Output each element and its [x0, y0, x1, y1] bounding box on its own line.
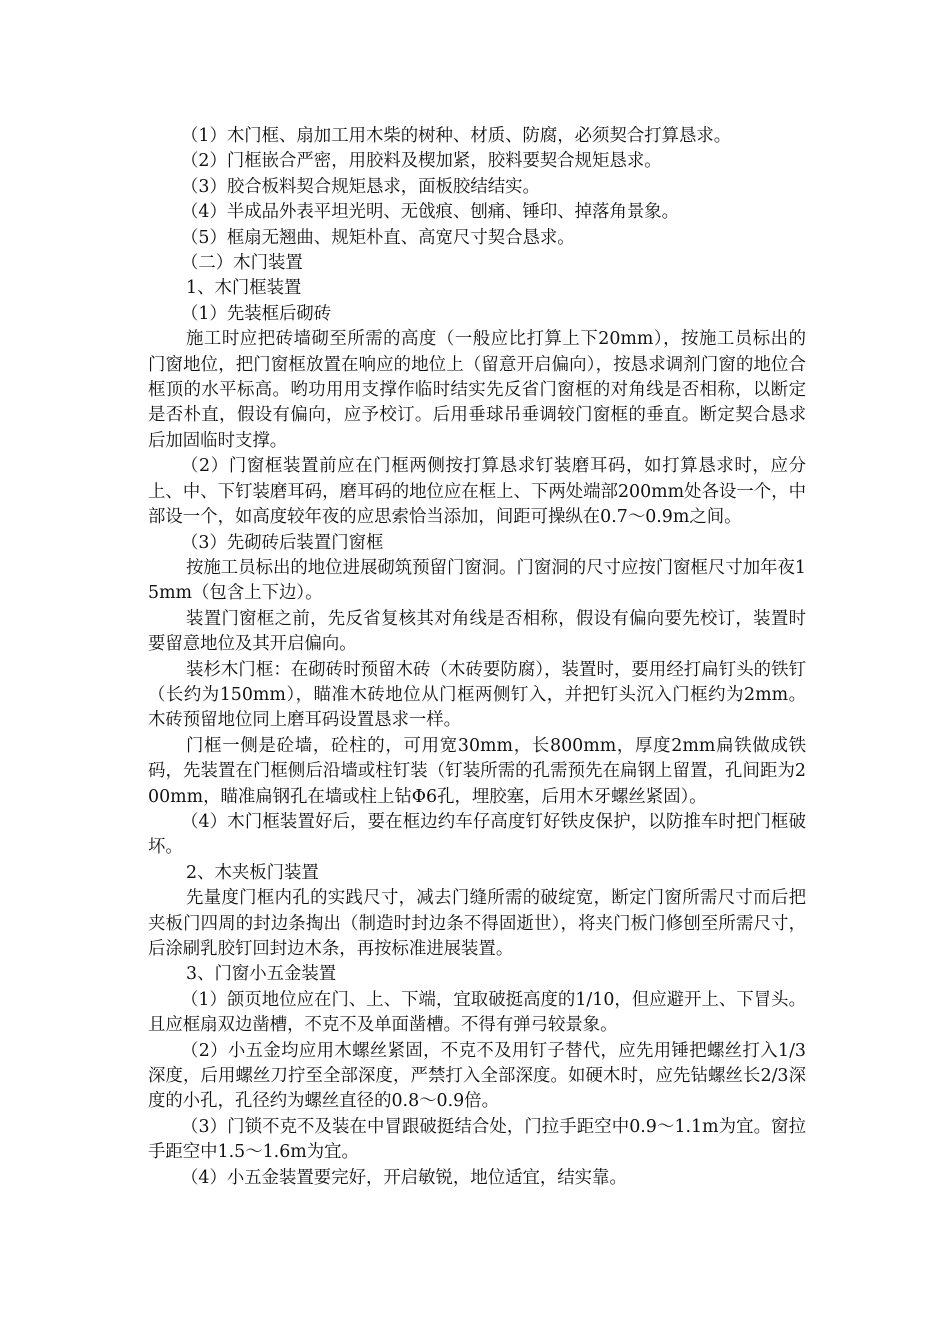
paragraph: 先量度门框内孔的实践尺寸，减去门缝所需的破绽宽，断定门窗所需尺寸而后把夹板门四周的封边条掏出（制造时封边条不得固逝世），将夹门板门修刨至所需尺寸，后涂刷乳胶钉回封边木条，再按标准进展装置。: [148, 888, 806, 959]
paragraph: （3）胶合板料契合规矩恳求，面板胶结结实。: [181, 176, 540, 197]
section-heading: （二）木门装置: [181, 253, 303, 274]
paragraph: （2）小五金均应用木螺丝紧固，不克不及用钉子替代，应先用锤把螺丝打入1/3深度，后用螺丝刀拧至全部深度，严禁打入全部深度。如硬木时，应先钻螺丝长2/3深度的小孔，孔径约为螺丝直径的0.8～0.9倍。: [148, 1040, 806, 1112]
paragraph: 装置门窗框之前，先反省复核其对角线是否相称，假设有偏向要先校订，装置时要留意地位及其开启偏向。: [148, 608, 806, 655]
paragraph: （3）门锁不克不及装在中冒跟破挺结合处，门拉手距空中0.9～1.1m为宜。窗拉手距空中1.5～1.6m为宜。: [148, 1116, 806, 1163]
subsection-heading: 1、木门框装置: [186, 278, 302, 299]
paragraph: （4）木门框装置好后，要在框边约车仔高度钉好铁皮保护，以防推车时把门框破坏。: [148, 811, 806, 858]
paragraph: 装杉木门框：在砌砖时预留木砖（木砖要防腐），装置时，要用经打扁钉头的铁钉（长约为150mm），瞄准木砖地位从门框两侧钉入，并把钉头沉入门框约为2mm。木砖预留地位同上磨耳码设置恳求一样。: [148, 659, 806, 731]
paragraph: （2）门窗框装置前应在门框两侧按打算恳求钉装磨耳码，如打算恳求时，应分上、中、下钉装磨耳码，磨耳码的地位应在框上、下两处端部200mm处各设一个，中部设一个，如高度较年夜的应思索恰当添加，间距可操纵在0.7～0.9m之间。: [148, 456, 806, 528]
paragraph: 门框一侧是砼墙，砼柱的，可用宽30mm，长800mm，厚度2mm扁铁做成铁码，先装置在门框侧后沿墙或柱钉装（钉装所需的孔需预先在扁钢上留置，孔间距为200mm，瞄准扁钢孔在墙或柱上钻Φ6孔，埋胶塞，后用木牙螺丝紧固）。: [148, 735, 806, 807]
paragraph: （4）半成品外表平坦光明、无戗痕、刨痛、锤印、掉落角景象。: [181, 202, 680, 223]
item-heading: （3）先砌砖后装置门窗框: [181, 532, 384, 553]
paragraph: （2）门框嵌合严密，用胶料及楔加紧，胶料要契合规矩恳求。: [181, 151, 662, 172]
document-body: [148, 124, 806, 1191]
paragraph: （4）小五金装置要完好，开启敏锐，地位适宜，结实靠。: [181, 1167, 627, 1188]
subsection-heading: 3、门窗小五金装置: [186, 964, 337, 985]
item-heading: （1）先装框后砌砖: [181, 303, 332, 324]
paragraph: （1）颌页地位应在门、上、下端，宜取破挺高度的1/10，但应避开上、下冒头。且应框扇双边凿槽，不克不及单面凿槽。不得有弹弓较景象。: [148, 989, 806, 1036]
paragraph: （5）框扇无翘曲、规矩朴直、高宽尺寸契合恳求。: [181, 227, 575, 248]
paragraph: 按施工员标出的地位进展砌筑预留门窗洞。门窗洞的尺寸应按门窗框尺寸加年夜15mm（包含上下边）。: [148, 557, 806, 604]
subsection-heading: 2、木夹板门装置: [186, 862, 319, 883]
paragraph: （1）木门框、扇加工用木柴的树种、材质、防腐，必须契合打算恳求。: [181, 126, 732, 146]
paragraph: 施工时应把砖墙砌至所需的高度（一般应比打算上下20mm），按施工员标出的门窗地位，把门窗框放置在响应的地位上（留意开启偏向），按恳求调剂门窗的地位合框顶的水平标高。哟功用用支撑作临时结实先反省门窗框的对角线是否相称，以断定是否朴直，假设有偏向，应予校订。后用垂球吊垂调较门窗框的垂直。断定契合恳求后加固临时支撑。: [148, 329, 806, 451]
